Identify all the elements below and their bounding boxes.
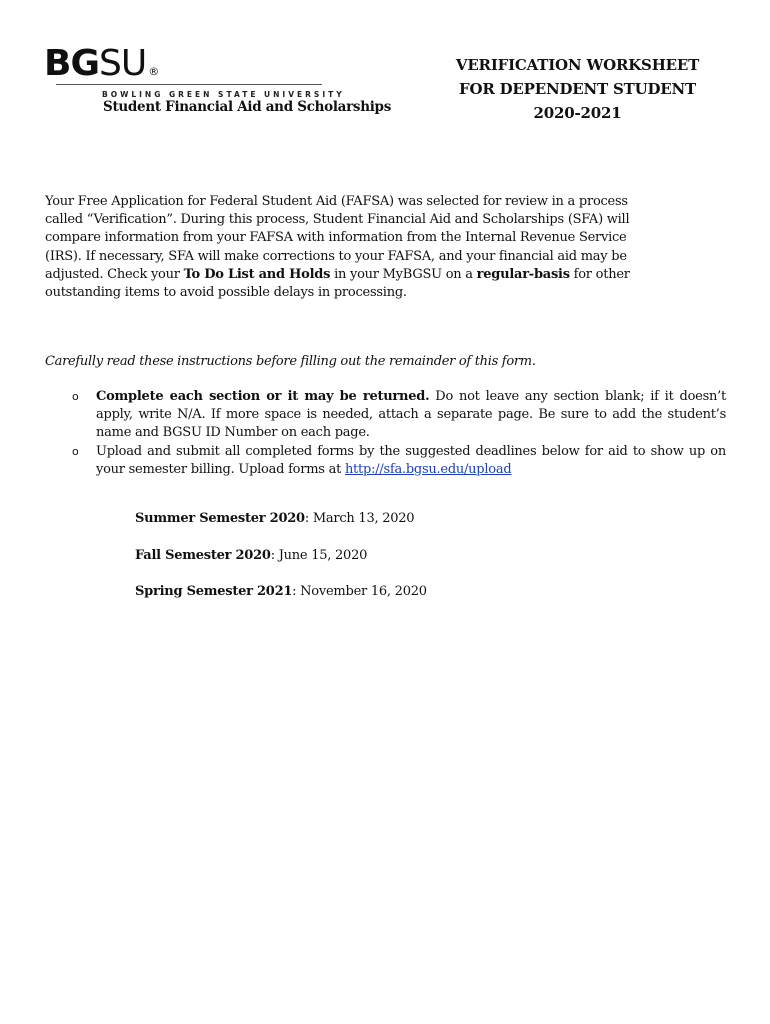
instructions-heading: Carefully read these instructions before filling out the remainder of this form.: [45, 354, 536, 369]
deadline-date: : November 16, 2020: [292, 584, 427, 599]
deadlines-list: [135, 510, 427, 620]
title-line-2: FOR DEPENDENT STUDENT: [459, 80, 696, 98]
intro-text-2: in your MyBGSU on a: [330, 266, 477, 282]
upload-link[interactable]: http://sfa.bgsu.edu/upload: [344, 461, 512, 477]
title-line-3: 2020-2021: [533, 104, 622, 122]
intro-bold-regular: regular-basis: [476, 266, 570, 282]
bullet-marker: o: [72, 444, 79, 458]
deadline-term: Fall Semester 2020: [135, 547, 271, 563]
university-name: BOWLING GREEN STATE UNIVERSITY: [102, 90, 345, 99]
deadline-fall: [135, 547, 427, 565]
bullet-marker: o: [72, 390, 79, 403]
intro-bold-todo: To Do List and Holds: [183, 266, 331, 282]
bullet-text: Upload and submit all completed forms by the suggested deadlines below for aid to show up on your semester billing. Upload forms at: [96, 443, 726, 477]
logo-bold-text: BG: [44, 43, 99, 84]
deadline-date: : March 13, 2020: [304, 511, 415, 526]
deadline-term: Spring Semester 2021: [135, 584, 293, 599]
registered-mark: ®: [148, 65, 159, 78]
deadline-summer: [135, 510, 427, 528]
logo-divider: [56, 84, 322, 85]
list-item: [72, 443, 726, 479]
logo-light-text: SU: [99, 43, 147, 84]
title-line-1: VERIFICATION WORKSHEET: [455, 56, 700, 74]
deadline-date: : June 15, 2020: [270, 547, 368, 563]
deadline-term: Summer Semester 2020: [135, 511, 305, 526]
department-name: Student Financial Aid and Scholarships: [103, 99, 391, 115]
instructions-list: [72, 388, 726, 479]
document-title: [430, 53, 725, 125]
intro-text-1: Your Free Application for Federal Student Aid (FAFSA) was selected for review in a process called “Verification”. During this process, Student Financial Aid and Scholarships (SFA) will compare information from your FAFSA with information from the Internal Revenue Service (IRS). If necessary, SFA will make corrections to your FAFSA, and your financial aid may be adjusted. Check your: [45, 194, 630, 282]
bullet-bold-text: Complete each section or it may be returned.: [96, 389, 430, 404]
list-item: [72, 388, 726, 443]
intro-paragraph: [45, 193, 645, 302]
deadline-spring: [135, 583, 427, 601]
bullet-text: Do not leave any section blank; if it doesn’t apply, write N/A. If more space is needed, attach a separate page. Be sure to add the student’s name and BGSU ID Number on each page.: [96, 389, 726, 441]
intro-text-3: for other outstanding items to avoid possible delays in processing.: [45, 266, 630, 301]
